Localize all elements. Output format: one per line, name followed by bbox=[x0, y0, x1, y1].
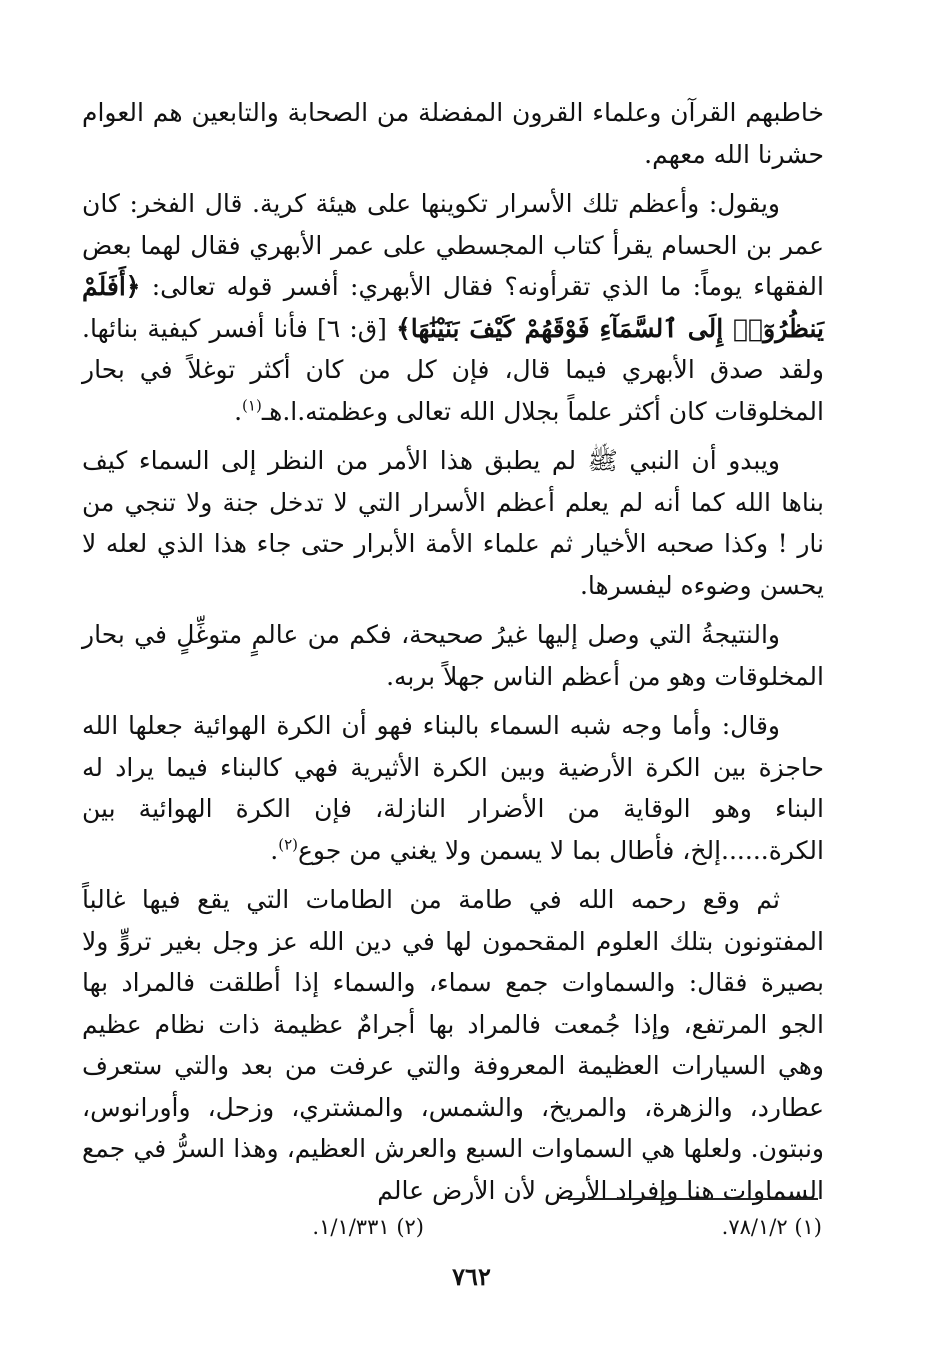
page-number: ٧٦٢ bbox=[452, 1262, 491, 1291]
footnote-1: (١) ٧٨/١/٢. bbox=[721, 1215, 822, 1239]
paragraph-text: . bbox=[270, 835, 279, 865]
footnote-separator bbox=[568, 1198, 818, 1200]
paragraph bbox=[82, 879, 824, 1211]
paragraph bbox=[82, 92, 824, 175]
quran-verse: ﴿أَفَلَمْ يَنظُرُوٓا۟ إِلَى ٱلسَّمَآءِ فَوْقَهُمْ كَيْفَ بَنَيْنَٰهَا﴾ bbox=[82, 272, 824, 343]
paragraph bbox=[82, 183, 824, 432]
paragraph-text: [ق: ٦] فأنا أفسر كيفية بنائها. ولقد صدق الأبهري فيما قال، فإن كل من كان أكثر توغلاً في بحار المخلوقات كان أكثر علماً بجلال الله تعالى وعظمته.ا.هـ bbox=[82, 313, 824, 426]
paragraph-text: ويقول: وأعظم تلك الأسرار تكوينها على هيئة كرية. قال الفخر: كان عمر بن الحسام يقرأ كتاب المجسطي على عمر الأبهري فقال لهما بعض الفقهاء يوماً: ما الذي تقرأونه؟ فقال الأبهري: أفسر قوله تعالى: bbox=[82, 189, 824, 301]
main-text bbox=[82, 92, 824, 1219]
paragraph-text: . bbox=[234, 396, 243, 426]
paragraph-text: وقال: وأما وجه شبه السماء بالبناء فهو أن الكرة الهوائية جعلها الله حاجزة بين الكرة الأرضية وبين الكرة الأثيرية فهي كالبناء فيما يراد له البناء وهو الوقاية من الأضرار النازلة، فإن الكرة الهوائية بين الكرة......إلخ، فأطال بما لا يسمن ولا يغني من جوع bbox=[82, 711, 824, 865]
footnote-2: (٢) ١/١/٣٣١. bbox=[312, 1215, 424, 1239]
paragraph-text: خاطبهم القرآن وعلماء القرون المفضلة من الصحابة والتابعين هم العوام حشرنا الله معهم. bbox=[82, 98, 824, 169]
footnote-reference: (٢) bbox=[278, 835, 298, 854]
paragraph bbox=[82, 440, 824, 606]
paragraph-text: والنتيجةُ التي وصل إليها غيرُ صحيحة، فكم من عالمٍ متوغِّلٍ في بحار المخلوقات وهو من أعظم الناس جهلاً بربه. bbox=[82, 620, 824, 691]
footnote-reference: (١) bbox=[242, 396, 262, 415]
paragraph bbox=[82, 705, 824, 871]
paragraph bbox=[82, 614, 824, 697]
paragraph-text: ويبدو أن النبي ﷺ لم يطبق هذا الأمر من النظر إلى السماء كيف بناها الله كما أنه لم يعلم أعظم الأسرار التي لا تدخل جنة ولا تنجي من نار ! وكذا صحبه الأخيار ثم علماء الأمة الأبرار حتى جاء هذا الذي لعله لا يحسن وضوءه ليفسرها. bbox=[82, 446, 824, 600]
paragraph-text: ثم وقع رحمه الله في طامة من الطامات التي يقع فيها غالباً المفتونون بتلك العلوم المقحمون لها في دين الله عز وجل بغير تروٍّ ولا بصيرة فقال: والسماوات جمع سماء، والسماء إذا أطلقت فالمراد بها الجو المرتفع، وإذا جُمعت فالمراد بها أجرامٌ عظيمة ذات نظام عظيم وهي السيارات العظيمة المعروفة والتي عرفت من بعد والتي ستعرف عطارد، والزهرة، والمريخ، والشمس، والمشتري، وزحل، وأورانوس، ونبتون. ولعلها هي السماوات السبع والعرش العظيم، وهذا السرُّ في جمع السماوات هنا وإفراد الأرض لأن الأرض عالم bbox=[82, 885, 824, 1205]
